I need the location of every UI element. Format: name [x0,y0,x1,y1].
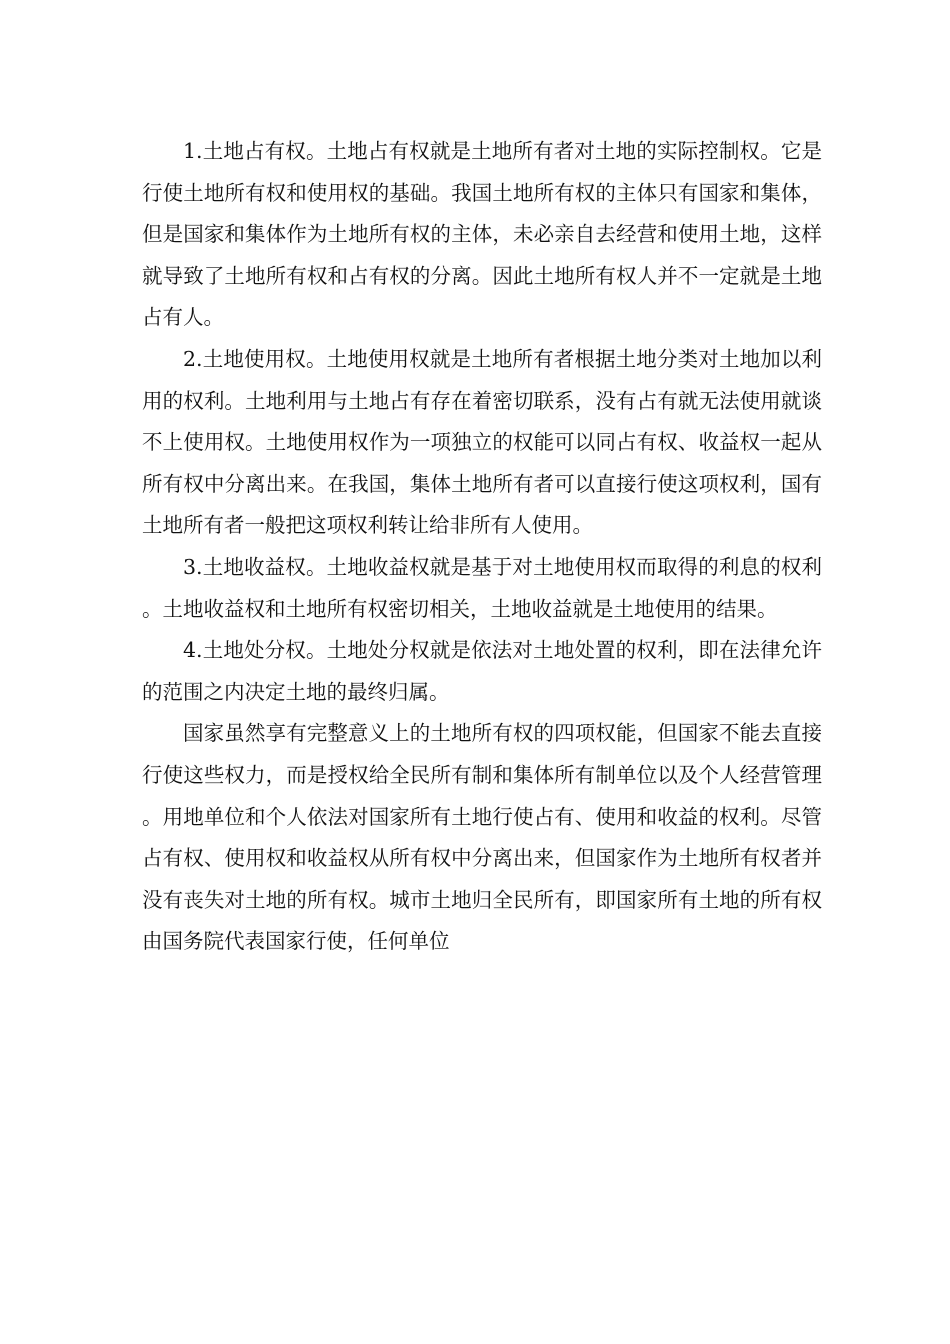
paragraph-land-use-right: 2.土地使用权。土地使用权就是土地所有者根据土地分类对土地加以利用的权利。土地利用与土地占有存在着密切联系，没有占有就无法使用就谈不上使用权。土地使用权作为一项独立的权能可以同占有权、收益权一起从所有权中分离出来。在我国，集体土地所有者可以直接行使这项权利，国有土地所有者一般把这项权利转让给非所有人使用。 [142,346,822,538]
paragraph-land-income-right: 3.土地收益权。土地收益权就是基于对土地使用权而取得的利息的权利。土地收益权和土地所有权密切相关，土地收益就是土地使用的结果。 [142,554,822,621]
document-body [142,131,822,963]
paragraph-state-ownership: 国家虽然享有完整意义上的土地所有权的四项权能，但国家不能去直接行使这些权力，而是授权给全民所有制和集体所有制单位以及个人经营管理。用地单位和个人依法对国家所有土地行使占有、使用和收益的权利。尽管占有权、使用权和收益权从所有权中分离出来，但国家作为土地所有权者并没有丧失对土地的所有权。城市土地归全民所有，即国家所有土地的所有权由国务院代表国家行使，任何单位 [142,721,822,954]
paragraph-land-disposal-right: 4.土地处分权。土地处分权就是依法对土地处置的权利，即在法律允许的范围之内决定土地的最终归属。 [142,638,822,704]
paragraph-land-possession-right: 1.土地占有权。土地占有权就是土地所有者对土地的实际控制权。它是行使土地所有权和使用权的基础。我国土地所有权的主体只有国家和集体，但是国家和集体作为土地所有权的主体，未必亲自去经营和使用土地，这样就导致了土地所有权和占有权的分离。因此土地所有权人并不一定就是土地占有人。 [142,139,822,330]
